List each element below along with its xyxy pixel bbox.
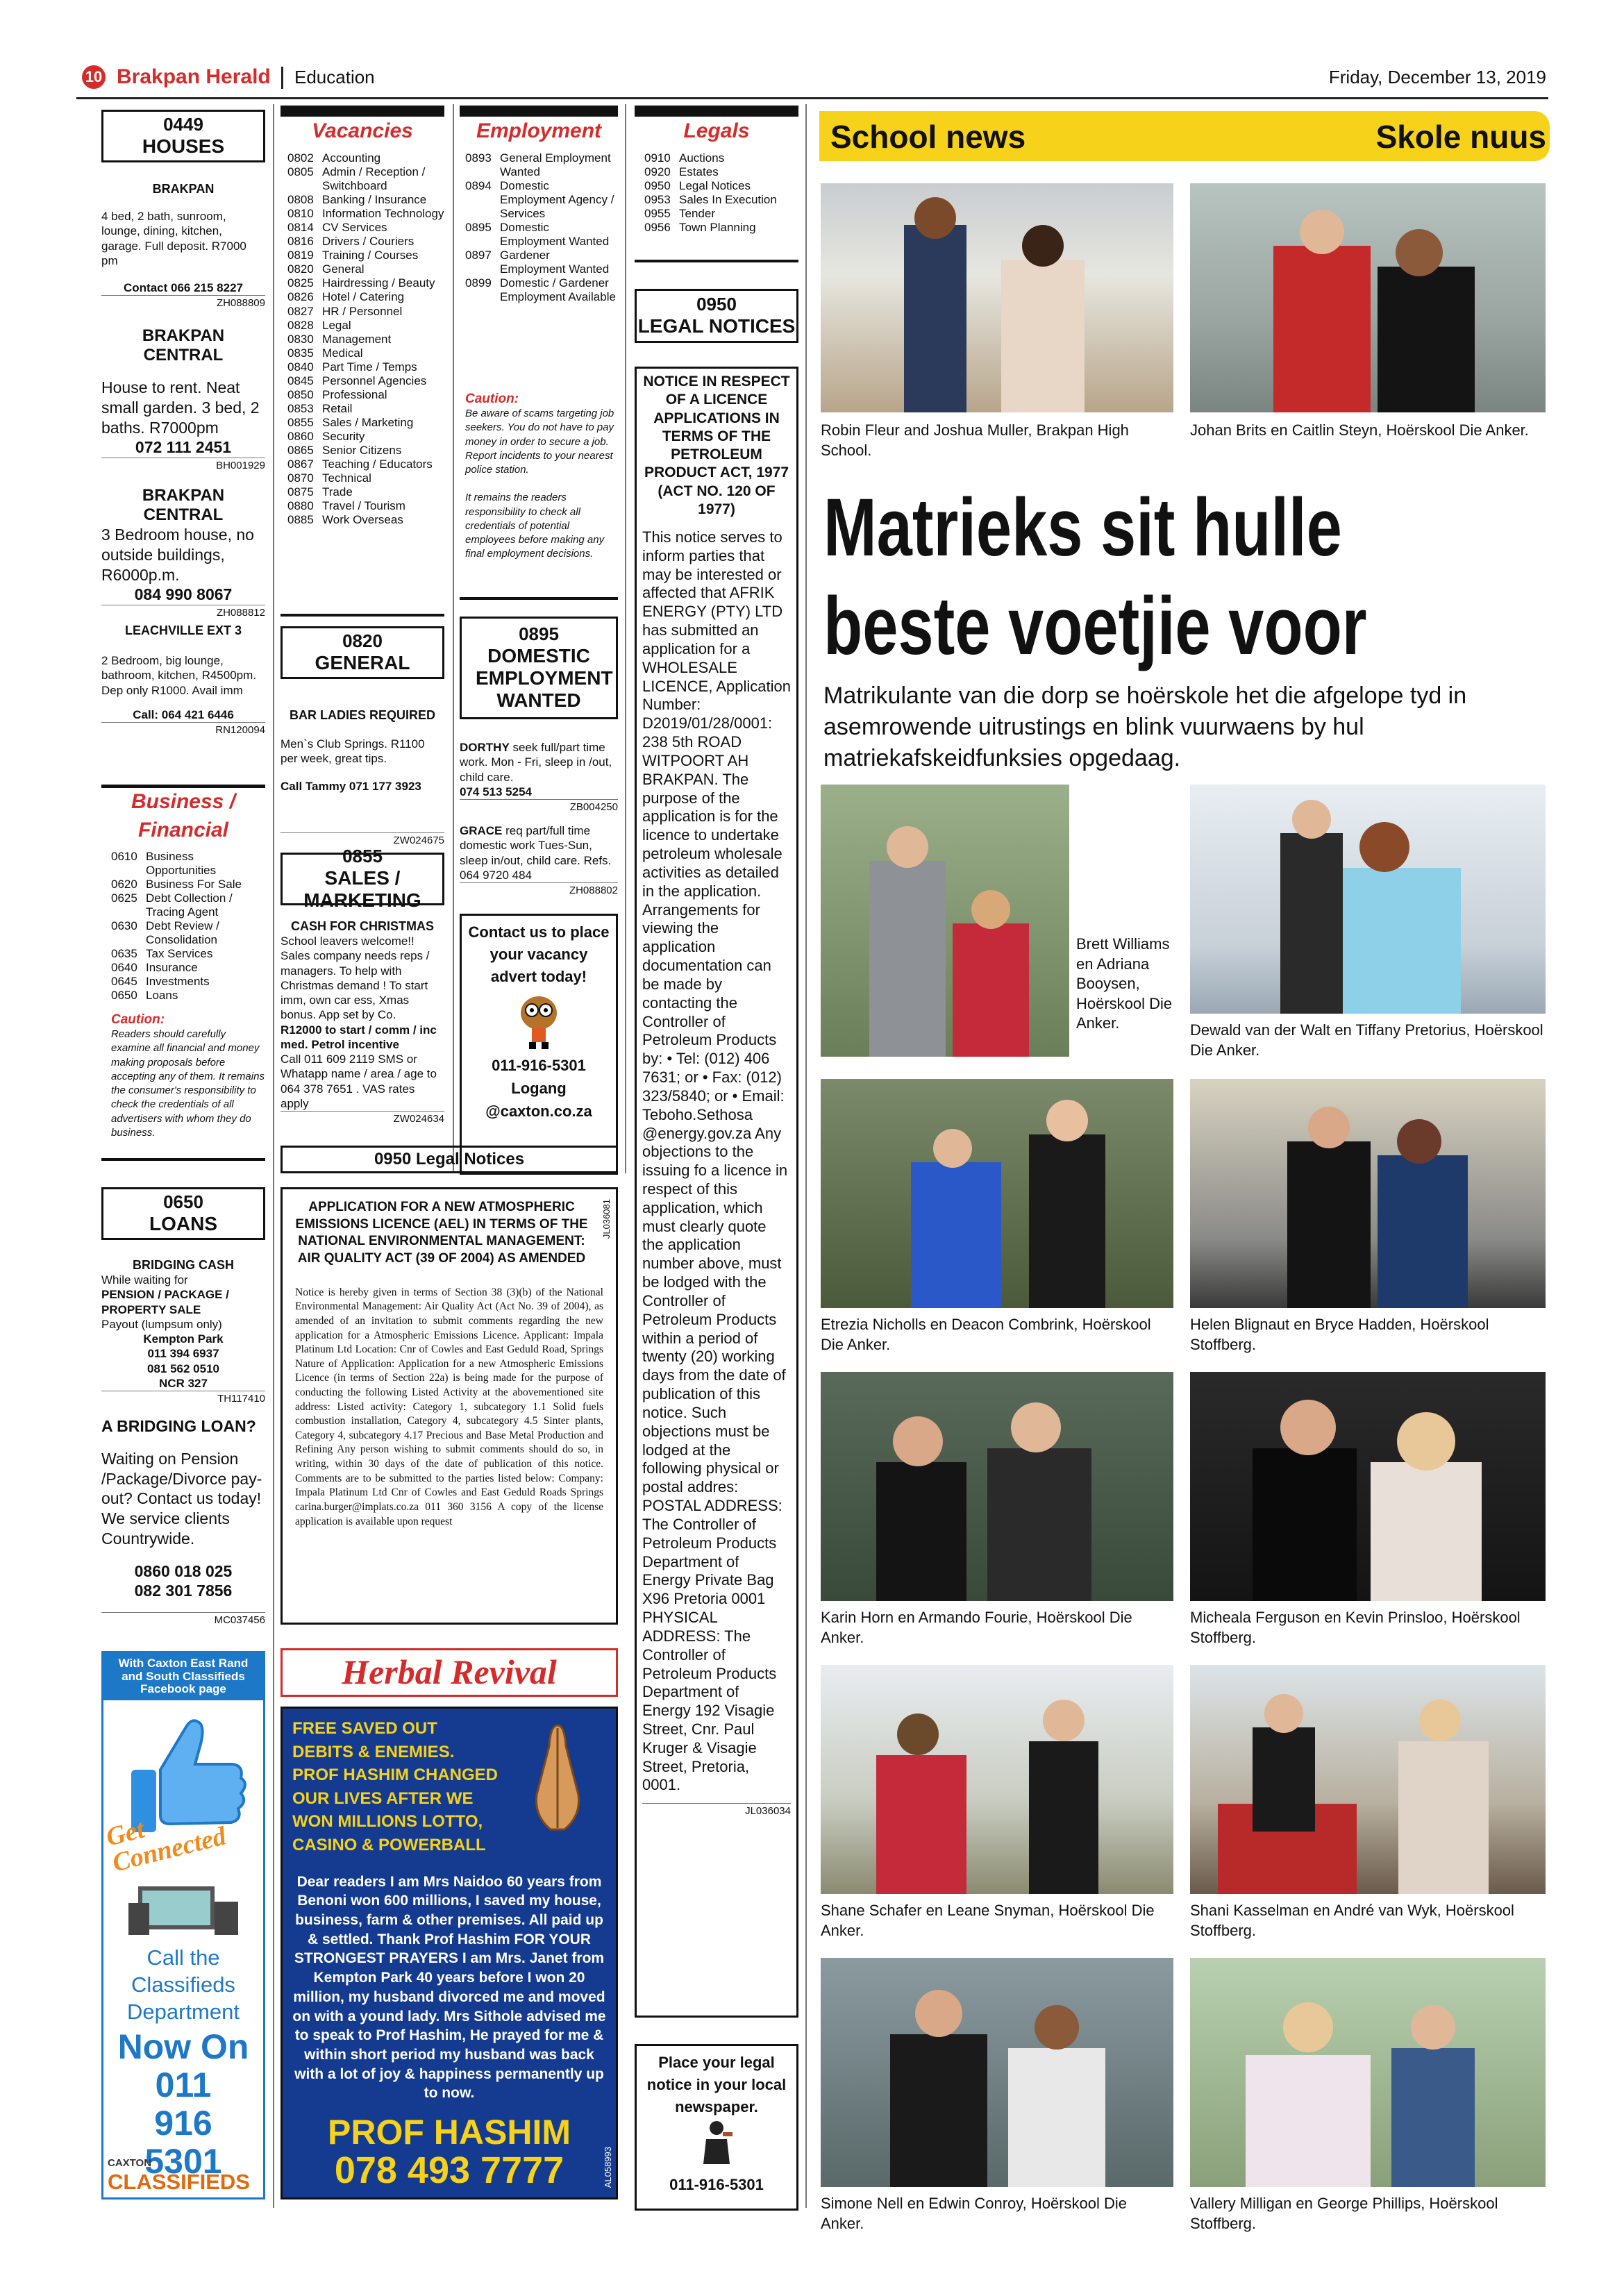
category-code: 0610: [111, 850, 137, 863]
employment-list-item: [465, 179, 618, 221]
contact-vacancy-ad[interactable]: Contact us to place your vacancy advert today! 011-916-5301 Logang @caxton.co.za: [460, 914, 618, 1175]
category-code: 0956: [644, 221, 671, 235]
category-code: 0840: [287, 360, 314, 374]
category-label: Domestic Employment Wanted: [500, 221, 610, 249]
vacancy-list-item: [287, 151, 444, 165]
legals-list-item: [644, 151, 798, 165]
skole-nuus-label: Skole nuus: [1375, 119, 1546, 155]
vacancy-list-item: [287, 499, 444, 513]
category-label: General: [322, 262, 365, 276]
category-label: Hairdressing / Beauty: [322, 276, 435, 290]
ad-leachville: LEACHVILLE EXT 3 2 Bedroom, big lounge, bathroom, kitchen, R4500pm. Dep only R1000. Avail imm Call: 064 421 6446 RN120094: [101, 623, 265, 736]
employment-list-item: [465, 221, 618, 249]
category-code: 0897: [465, 249, 492, 262]
classifieds-facebook-ad[interactable]: [101, 1651, 265, 2199]
category-code: 0826: [287, 290, 314, 304]
category-label: Business For Sale: [146, 878, 242, 891]
photo-robin-joshua: [821, 183, 1173, 412]
vacancy-list-item: [287, 416, 444, 430]
school-news-label: School news: [830, 119, 1026, 155]
legal-notices-band: 0950 Legal Notices: [281, 1146, 618, 1173]
ad-cash-christmas: CASH FOR CHRISTMAS School leavers welcome!! Sales company needs reps / managers. To help with Christmas demand ! To start imm, own car ess, Xmas bonus. App set by Co. R12000 to start / comm / inc med. Petrol incentive Call 011 609 2119 SMS or Whatapp name / area / age to 064 378 7651 . VAS rates apply ZW024634: [281, 919, 444, 1125]
legals-list-item: [644, 193, 798, 207]
herbal-revival-ad[interactable]: FREE SAVED OUT DEBITS & ENEMIES. PROF HASHIM CHANGED OUR LIVES AFTER WE WON MILLIONS LOTTO, CASINO & POWERBALL Dear readers I am Mrs Naidoo 60 years from Benoni won 600 millions, I saved my house, business, farm & other premises. All paid up & settled. Thank Prof Hashim FOR YOUR STRONGEST PRAYERS I am Mrs. Janet from Kempton Park 40 years before I won 20 million, my husband divorced me and moved on with a yound lady. Mrs Sithole advised me to speak to Prof Hashim, He prayed for me & within short period my husband was back with a lot of joy & happiness permanently up to now. PROF HASHIM 078 493 7777 AL058993: [281, 1707, 618, 2199]
business-list-item: [111, 919, 265, 947]
vacancy-list-item: [287, 444, 444, 458]
category-code: 0819: [287, 249, 314, 262]
category-code: 0825: [287, 276, 314, 290]
photo-micheala-kevin: [1190, 1372, 1546, 1601]
header-rule: [76, 97, 1548, 99]
category-label: Debt Collection / Tracing Agent: [146, 891, 233, 919]
category-houses: 0449 HOUSES: [101, 110, 265, 162]
category-code: 0810: [287, 207, 314, 221]
legals-category-list: [644, 151, 798, 235]
business-list-item: [111, 850, 265, 878]
category-code: 0625: [111, 891, 137, 905]
vacancy-list-item: [287, 235, 444, 249]
vacancy-list-item: [287, 249, 444, 262]
business-list-item: [111, 975, 265, 989]
fb-ad-top: With Caxton East Rand and South Classifieds Facebook page: [103, 1653, 263, 1700]
ad-dorthy: DORTHY seek full/part time work. Mon - Fri, sleep in /out, child care. 074 513 5254 ZB004250: [460, 741, 618, 813]
business-list-item: [111, 878, 265, 891]
business-category-list: [111, 850, 265, 1003]
category-code: 0645: [111, 975, 137, 989]
category-label: Medical: [322, 346, 363, 360]
category-label: Work Overseas: [322, 513, 403, 527]
vacancy-list-item: [287, 485, 444, 499]
category-label: Sales / Marketing: [322, 415, 414, 429]
category-label: Legal: [322, 318, 351, 332]
vacancies-category-list: [287, 151, 444, 527]
category-label: Banking / Insurance: [322, 193, 427, 207]
business-list-item: [111, 891, 265, 919]
caption-5: Etrezia Nicholls en Deacon Combrink, Hoërskool Die Anker.: [821, 1316, 1151, 1353]
photo-shani-andre: [1190, 1665, 1546, 1894]
vacancies-heading: Vacancies: [312, 119, 413, 142]
employment-bar: [460, 106, 618, 117]
category-label: Gardener Employment Wanted: [500, 249, 610, 276]
category-label: Teaching / Educators: [322, 458, 433, 471]
category-code: 0820: [287, 262, 314, 276]
category-code: 0853: [287, 401, 314, 415]
devices-icon: [124, 1882, 242, 1938]
ad-grace: GRACE req part/full time domestic work Tues-Sun, sleep in/out, child care. Refs. 064 9720 484 ZH088802: [460, 824, 618, 896]
vacancy-list-item: [287, 333, 444, 346]
vacancy-list-item: [287, 360, 444, 374]
get-connected-text: Get Connected: [103, 1814, 229, 1878]
vacancy-list-item: [287, 458, 444, 471]
business-list-item: [111, 961, 265, 975]
intro-paragraph: Matrikulante van die dorp se hoërskole het die afgelope tyd in asemrowende uitrustings en blink vuurwaens by hul matriekafskeidfunksies opgedaag.: [823, 682, 1467, 771]
category-code: 0845: [287, 374, 314, 387]
vacancy-list-item: [287, 305, 444, 319]
vacancy-list-item: [287, 193, 444, 207]
category-label: Town Planning: [679, 221, 756, 235]
caption-12: Vallery Milligan en George Phillips, Hoërskool Stoffberg.: [1190, 2195, 1498, 2232]
category-code: 0895: [465, 221, 492, 235]
category-label: Insurance: [146, 961, 198, 975]
category-label: Drivers / Couriers: [322, 235, 415, 249]
caption-2: Johan Brits en Caitlin Steyn, Hoërskool Die Anker.: [1190, 421, 1529, 439]
caption-8: Micheala Ferguson en Kevin Prinsloo, Hoërskool Stoffberg.: [1190, 1609, 1521, 1646]
vacancy-list-item: [287, 262, 444, 276]
business-list-item: [111, 947, 265, 961]
category-code: 0620: [111, 878, 137, 891]
category-code: 0870: [287, 471, 314, 485]
divider: [635, 260, 798, 262]
category-code: 0805: [287, 165, 314, 179]
category-code: 0899: [465, 276, 492, 290]
category-code: 0955: [644, 207, 671, 221]
category-code: 0808: [287, 193, 314, 207]
legals-list-item: [644, 165, 798, 179]
vacancy-list-item: [287, 402, 444, 416]
vacancies-bar: [281, 106, 444, 117]
vacancy-list-item: [287, 221, 444, 235]
category-label: CV Services: [322, 221, 387, 235]
ad-brakpan: BRAKPAN 4 bed, 2 bath, sunroom, lounge, dining, kitchen, garage. Full deposit. R7000 pm Contact 066 215 8227 ZH088809: [101, 182, 265, 310]
category-code: 0816: [287, 235, 314, 249]
category-code: 0640: [111, 961, 137, 975]
ad-bridging-loan: A BRIDGING LOAN? Waiting on Pension /Package/Divorce pay-out? Contact us today! We service clients Countrywide. 0860 018 025 082 301 7856 MC037456: [101, 1417, 265, 1626]
business-list-item: [111, 989, 265, 1003]
legals-list-item: [644, 221, 798, 235]
business-financial-heading: Business / Financial: [101, 785, 265, 844]
photo-dewald-tiffany: [1190, 785, 1546, 1014]
category-code: 0920: [644, 165, 671, 179]
category-code: 0650: [111, 989, 137, 1003]
category-label: HR / Personnel: [322, 304, 403, 318]
ad-bar-ladies: BAR LADIES REQUIRED Men`s Club Springs. R1100 per week, great tips. Call Tammy 071 177 3923 ZW024675: [281, 708, 444, 846]
photo-karin-armando: [821, 1372, 1173, 1601]
category-label: Information Technology: [322, 207, 444, 221]
category-label: Part Time / Temps: [322, 360, 417, 374]
caption-10: Shani Kasselman en André van Wyk, Hoërskool Stoffberg.: [1190, 1902, 1514, 1939]
issue-date: Friday, December 13, 2019: [1328, 67, 1546, 87]
category-code: 0865: [287, 443, 314, 457]
category-label: Personnel Agencies: [322, 374, 427, 387]
vacancy-list-item: [287, 388, 444, 402]
category-code: 0953: [644, 193, 671, 207]
employment-list-item: [465, 276, 618, 304]
category-label: General Employment Wanted: [500, 151, 611, 179]
page-number: 10: [82, 65, 106, 89]
category-code: 0950: [644, 179, 671, 193]
photo-johan-caitlin: [1190, 183, 1546, 412]
category-label: Training / Courses: [322, 249, 419, 262]
category-code: 0860: [287, 429, 314, 443]
legals-list-item: [644, 207, 798, 221]
category-code: 0910: [644, 151, 671, 165]
employment-category-list: [465, 151, 618, 305]
vacancy-list-item: [287, 430, 444, 444]
vacancy-list-item: [287, 374, 444, 388]
divider: [460, 597, 618, 600]
column-rule: [453, 104, 454, 1173]
vacancy-list-item: [287, 276, 444, 290]
category-code: 0855: [287, 415, 314, 429]
category-code: 0885: [287, 513, 314, 527]
caption-11: Simone Nell en Edwin Conroy, Hoërskool Die Anker.: [821, 2195, 1128, 2232]
section-name: Education: [294, 67, 375, 87]
category-code: 0894: [465, 179, 492, 193]
category-label: Business Opportunities: [146, 850, 217, 878]
vacancy-list-item: [287, 346, 444, 360]
divider: [281, 614, 444, 617]
caption-7: Karin Horn en Armando Fourie, Hoërskool Die Anker.: [821, 1609, 1132, 1646]
category-label: Senior Citizens: [322, 443, 402, 457]
category-domestic-employment: 0895 DOMESTIC EMPLOYMENT WANTED: [460, 617, 618, 719]
category-label: Security: [322, 429, 365, 443]
photo-brett-adriana: [821, 785, 1069, 1057]
category-label: Domestic Employment Agency / Services: [500, 179, 614, 221]
category-label: Auctions: [679, 151, 725, 165]
category-label: Legal Notices: [679, 179, 751, 193]
caption-6: Helen Blignaut en Bryce Hadden, Hoërskool Stoffberg.: [1190, 1316, 1489, 1353]
vacancy-list-item: [287, 319, 444, 333]
category-code: 0850: [287, 387, 314, 401]
category-code: 0827: [287, 304, 314, 318]
category-label: Trade: [322, 485, 353, 499]
praying-hands-icon: [509, 1718, 606, 1836]
photo-helen-bryce: [1190, 1079, 1546, 1308]
category-label: Sales In Execution: [679, 193, 777, 207]
column-rule: [805, 104, 807, 2208]
petroleum-notice: NOTICE IN RESPECT OF A LICENCE APPLICATIONS IN TERMS OF THE PETROLEUM PRODUCT ACT, 1977 (ACT NO. 120 OF 1977) This notice serves to inform parties that may be interested or affected that AFRIK ENERGY (PTY) LTD has submitted an application for a WHOLESALE LICENCE, Application Number: D2019/01/28/0001: 238 5th ROAD WITPOORT AH BRAKPAN. The purpose of the application is for the licence to undertake petroleum wholesale activities as detailed in the application. Arrangements for viewing the application documentation can be made by contacting the Controller of Petroleum Products by: • Tel: (012) 406 7631; or • Fax: (012) 323/5840; or • Email: Teboho.Sethosa @energy.gov.za Any objections to the issuing fo a licence in respect of this application, which must clearly quote the application number above, must be lodged with the Controller of Petroleum Products within a period of twenty (20) working days from the date of publication of this notice. Such objections must be lodged at the following physical or postal addres: POSTAL ADDRESS: The Controller of Petroleum Products Department of Energy Private Bag X96 Pretoria 0001 PHYSICAL ADDRESS: The Controller of Petroleum Products Department of Energy 192 Visagie Street, Cnr. Paul Kruger & Visagie Street, Pretoria, 0001. JL036034: [635, 367, 798, 2018]
ad-brakpan-central-2: BRAKPAN CENTRAL 3 Bedroom house, no outside buildings, R6000p.m. 084 990 8067 ZH088812: [101, 486, 265, 619]
legals-list-item: [644, 179, 798, 193]
emissions-licence-notice: APPLICATION FOR A NEW ATMOSPHERIC EMISSIONS LICENCE (AEL) IN TERMS OF THE NATIONAL ENVIRONMENTAL MANAGEMENT: AIR QUALITY ACT (39 OF 2004) AS AMENDED JL036081 Notice is hereby given in terms of Section 38 (3)(b) of the National Environmental Management: Air Quality Act (Act No. 39 of 2004), as amended of an invitation to submit comments regarding the new application for a Atmospheric Emissions Licence. Applicant: Impala Platinum Ltd Location: Cnr of Cowles and East Geduld Road, Springs Nature of Application: Application for a new Atmospheric Emissions Licence (in terms of Section 22a) is being made for the purpose of conducting the following Listed Activity at the abovementioned site address: Listed activity: Category 1, subcategory 1.1 Solid fuels combustion installation, Category 4, subcategory 4.5 Sinter plants, Category 4, subcategory 4.17 Precious and Base Metal Production and Refining Any person wishing to submit comments should do so, in writing, within 30 days of the date of publication of this notice. Comments are to be submitted to the parties listed below: Company: Impala Platinum Ltd Cnr of Cowles and East Geduld Roads Springs carina.burger@implats.co.za 011 360 3156 A copy of the license application is available upon request: [281, 1187, 618, 1625]
category-code: 0893: [465, 151, 492, 165]
phone-block: Now On 011 916 5301: [117, 2027, 249, 2181]
category-label: Estates: [679, 165, 719, 179]
category-label: Investments: [146, 975, 210, 989]
call-classifieds-text: Call the Classifieds Department: [127, 1945, 240, 2024]
category-label: Tender: [679, 207, 715, 221]
caption-9: Shane Schafer en Leane Snyman, Hoërskool Die Anker.: [821, 1902, 1155, 1939]
category-label: Tax Services: [146, 947, 213, 961]
photo-etrezia-deacon: [821, 1079, 1173, 1308]
category-label: Debt Review / Consolidation: [146, 919, 219, 947]
herbal-revival-title: Herbal Revival: [281, 1648, 618, 1697]
caxton-brand: CAXTON: [108, 2157, 152, 2169]
column-rule: [625, 104, 626, 1173]
employment-heading: Employment: [476, 119, 602, 142]
category-label: Retail: [322, 401, 353, 415]
employment-list-item: [465, 151, 618, 179]
employment-caution: Caution: Be aware of scams targeting job seekers. You do not have to pay money in order to secure a job. Report incidents to your nearest police station. It remains the readers responsibility to check all credentials of potential employees before making any final employment decisions.: [465, 392, 614, 560]
judge-icon: [699, 2118, 734, 2167]
category-code: 0830: [287, 332, 314, 346]
legals-bar: [635, 106, 798, 117]
category-code: 0814: [287, 221, 314, 235]
category-loans: 0650 LOANS: [101, 1187, 265, 1240]
mascot-icon: [511, 988, 567, 1050]
place-legal-notice-ad[interactable]: Place your legal notice in your local newspaper. 011-916-5301: [635, 2044, 798, 2211]
category-legal-notices: 0950 LEGAL NOTICES: [635, 289, 798, 343]
photo-vallery-george: [1190, 1958, 1546, 2187]
business-caution: Caution: Readers should carefully examine all financial and money making proposals before accepting any of them. It remains the consumer's responsibility to check the credentials of all advertisers with whom they do business.: [111, 1012, 265, 1139]
divider: [101, 1158, 265, 1161]
vacancy-list-item: [287, 471, 444, 485]
vacancy-list-item: [287, 290, 444, 304]
ad-brakpan-central-1: BRAKPAN CENTRAL House to rent. Neat small garden. 3 bed, 2 baths. R7000pm 072 111 2451 BH001929: [101, 326, 265, 471]
vacancy-list-item: [287, 165, 444, 193]
category-code: 0635: [111, 947, 137, 961]
column-rule: [273, 104, 274, 2208]
category-code: 0835: [287, 346, 314, 360]
vacancy-list-item: [287, 513, 444, 527]
category-label: Hotel / Catering: [322, 290, 405, 304]
category-label: Accounting: [322, 151, 381, 165]
legals-heading: Legals: [683, 119, 750, 142]
employment-list-item: [465, 249, 618, 276]
header-divider: [281, 67, 283, 89]
category-label: Travel / Tourism: [322, 499, 405, 513]
category-label: Domestic / Gardener Employment Available: [500, 276, 616, 304]
vacancy-list-item: [287, 207, 444, 221]
caption-4: Dewald van der Walt en Tiffany Pretorius, Hoërskool Die Anker.: [1190, 1021, 1543, 1059]
category-label: Loans: [146, 989, 178, 1003]
caption-3: Brett Williams en Adriana Booysen, Hoërskool Die Anker.: [1076, 935, 1173, 1032]
category-label: Admin / Reception / Switchboard: [322, 165, 426, 193]
headline: Matrieks sit hulle beste voetjie voor: [823, 482, 1367, 672]
photo-shane-leane: [821, 1665, 1173, 1894]
category-code: 0867: [287, 458, 314, 471]
category-code: 0828: [287, 318, 314, 332]
category-code: 0880: [287, 499, 314, 513]
ad-bridging-cash: BRIDGING CASH While waiting for PENSION / PACKAGE / PROPERTY SALE Payout (lumpsum only) Kempton Park 011 394 6937 081 562 0510 NCR 327 TH117410: [101, 1258, 265, 1405]
caption-1: Robin Fleur and Joshua Muller, Brakpan High School.: [821, 421, 1129, 459]
classifieds-brand: CLASSIFIEDS: [108, 2170, 250, 2194]
category-code: 0630: [111, 919, 137, 933]
category-code: 0802: [287, 151, 314, 165]
category-label: Professional: [322, 387, 387, 401]
category-general: 0820 GENERAL: [281, 626, 444, 679]
category-label: Technical: [322, 471, 371, 485]
photo-simone-edwin: [821, 1958, 1173, 2187]
category-sales-marketing: 0855 SALES / MARKETING: [281, 853, 444, 905]
category-label: Management: [322, 332, 392, 346]
masthead: Brakpan Herald: [117, 65, 271, 88]
category-code: 0875: [287, 485, 314, 499]
